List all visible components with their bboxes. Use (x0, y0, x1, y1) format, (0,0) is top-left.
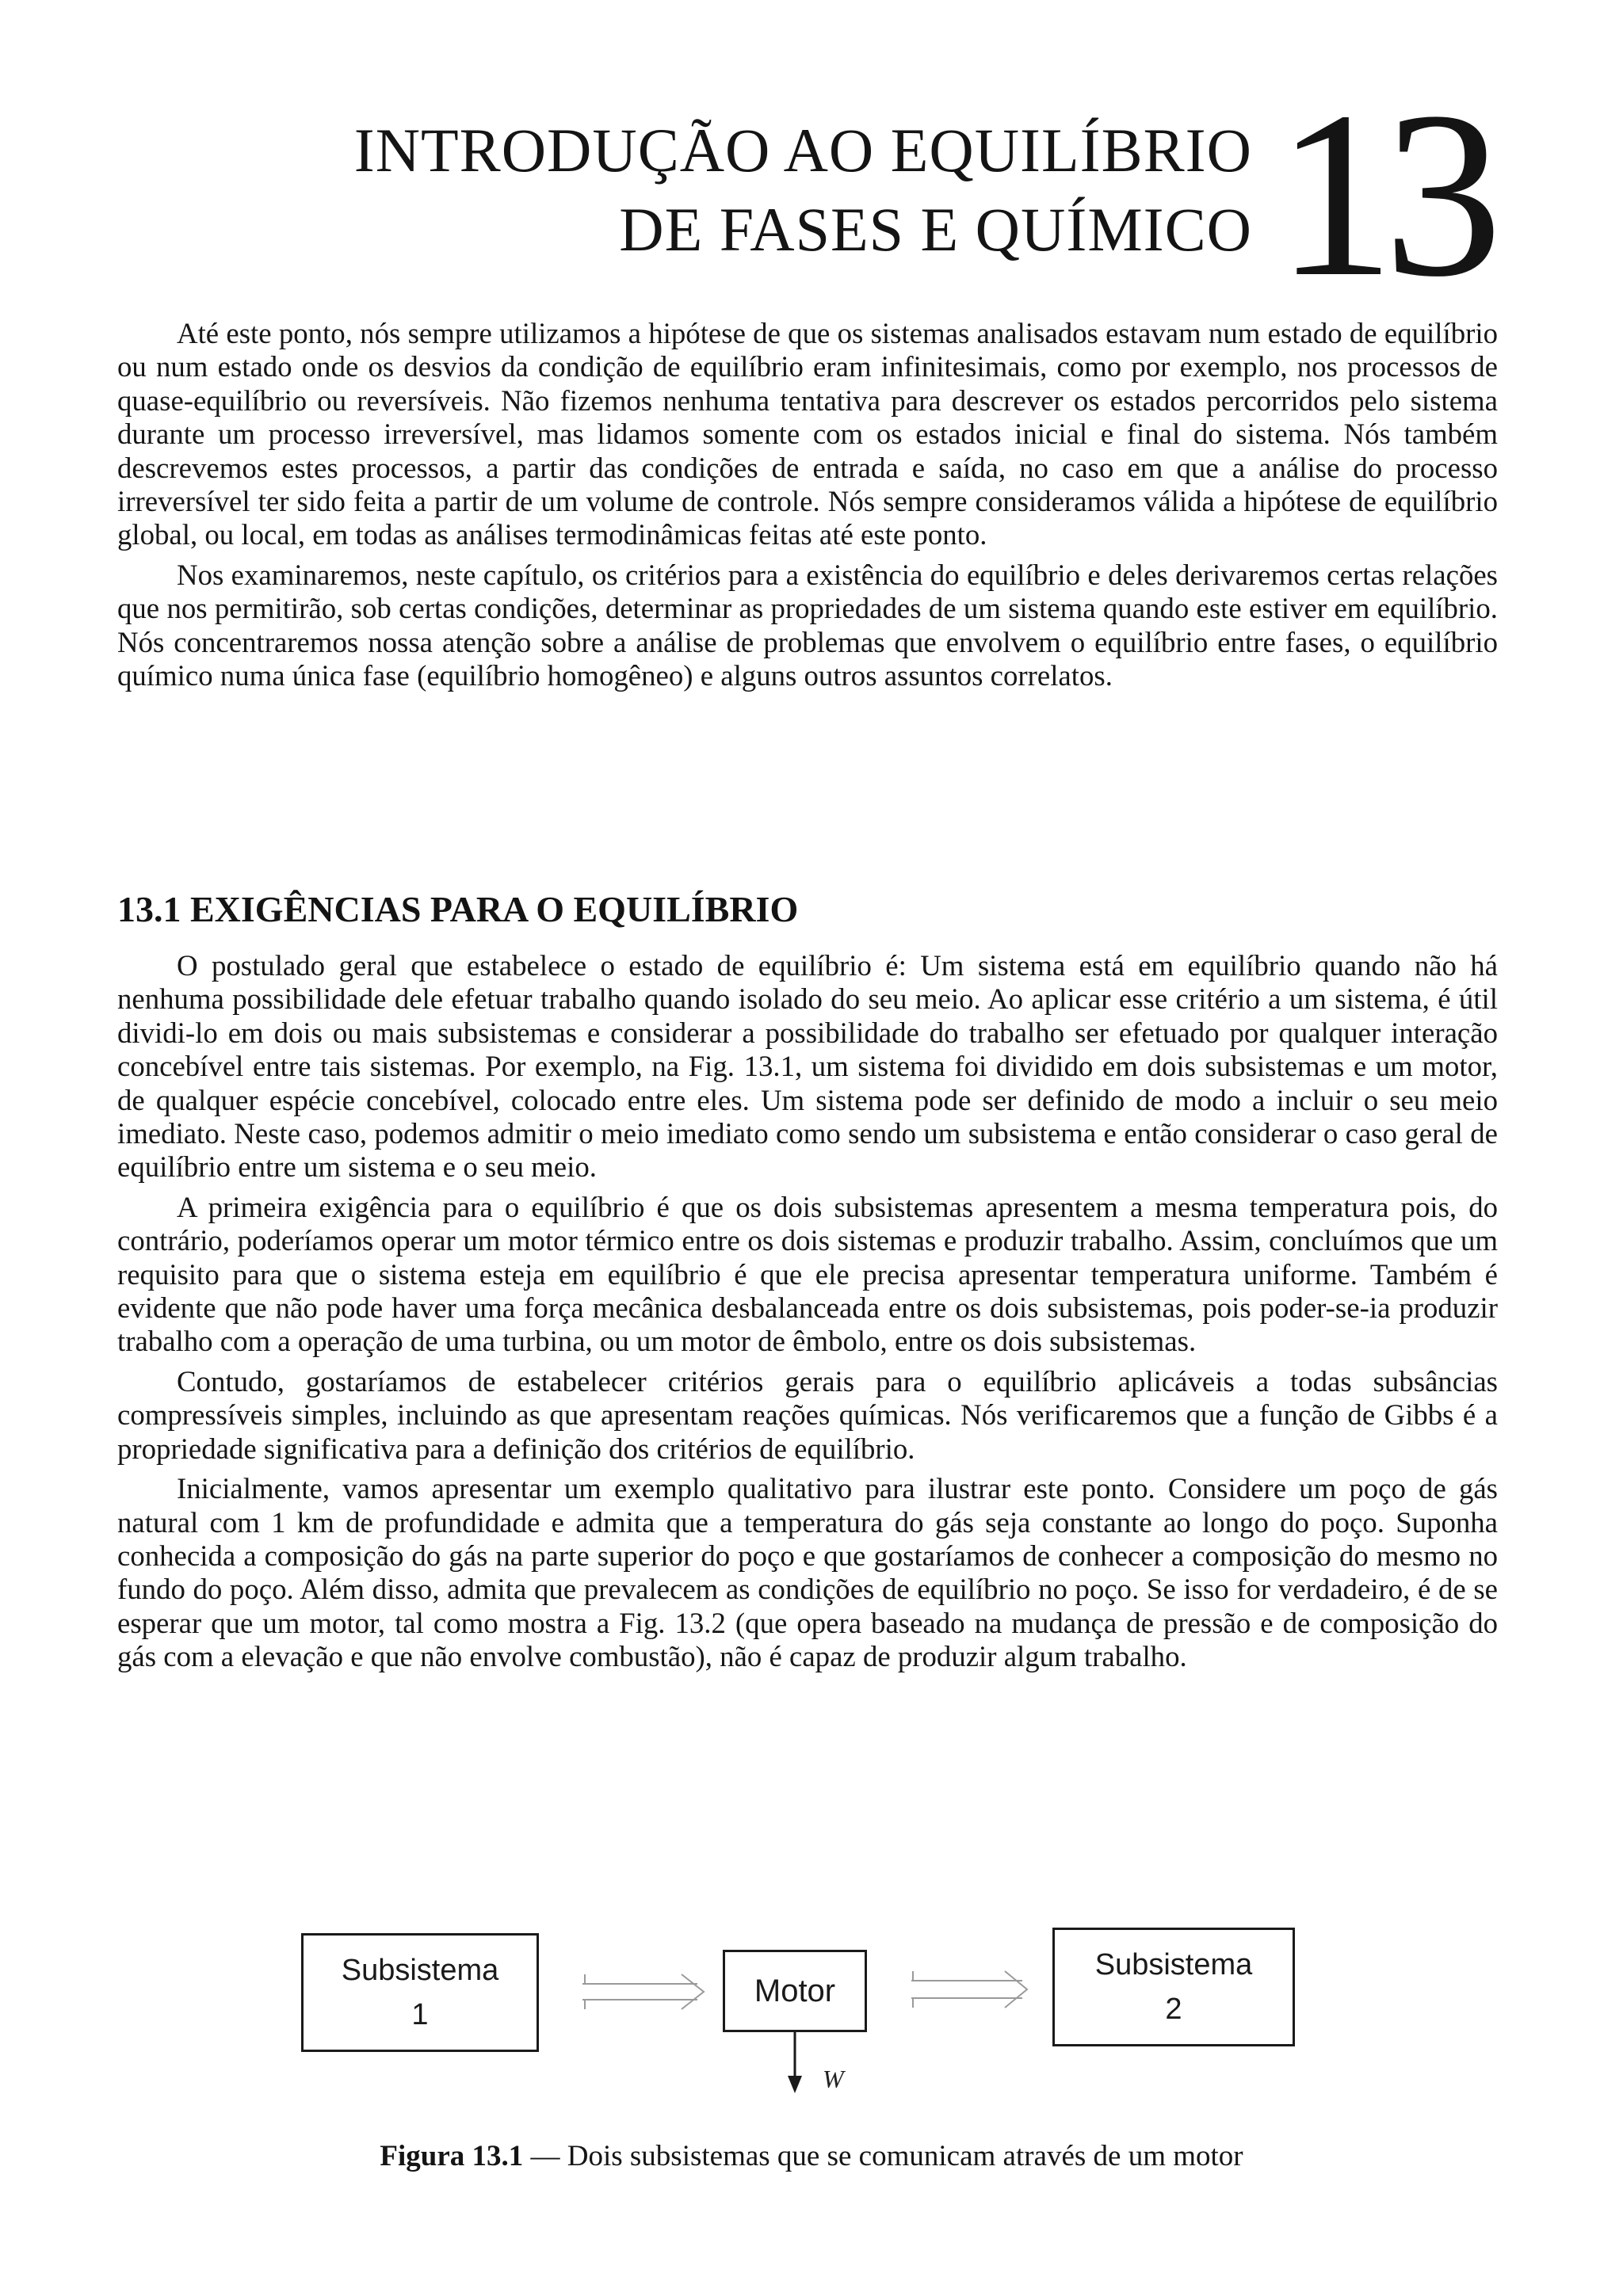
section-text (117, 949, 1498, 1680)
figure-caption-label: Figura 13.1 (380, 2140, 524, 2172)
work-arrow-head (788, 2076, 802, 2093)
motor-box (723, 1950, 867, 2032)
subsystem-1-number: 1 (411, 1998, 429, 2031)
subsystem-2-number: 2 (1165, 1993, 1182, 2026)
section-heading: 13.1 EXIGÊNCIAS PARA O EQUILÍBRIO (117, 889, 799, 929)
chapter-title-line-1: INTRODUÇÃO AO EQUILÍBRIO (353, 116, 1252, 185)
intro-paragraph-1: Até este ponto, nós sempre utilizamos a hipótese de que os sistemas analisados estavam num estado de equilíbrio ou num estado onde os desvios da condição de equilíbrio eram infinitesimais, como por exemplo, nos processos de quase-equilíbrio ou reversíveis. Não fizemos nenhuma tentativa para descrever os estados percorridos pelo sistema durante um processo irreversível, mas lidamos somente com os estados inicial e final do sistema. Nós também descrevemos estes processos, a partir das condições de entrada e saída, no caso em que a análise do processo irreversível ter sido feita a partir de um volume de controle. Nós sempre consideramos válida a hipótese de equilíbrio global, ou local, em todas as análises termodinâmicas feitas até este ponto. (117, 317, 1498, 551)
section-paragraph-4: Inicialmente, vamos apresentar um exemplo qualitativo para ilustrar este ponto. Considere um poço de gás natural com 1 km de profundidade e admita que a temperatura do gás seja constante ao longo do poço. Suponha conhecida a composição do gás na parte superior do poço e que gostaríamos de conhecer a composição do mesmo no fundo do poço. Além disso, admita que prevalecem as condições de equilíbrio no poço. Se isso for verdadeiro, é de se esperar que um motor, tal como mostra a Fig. 13.2 (que opera baseado na mudança de pressão e de composição do gás com a elevação e que não envolve combustão), não é capaz de produzir algum trabalho. (117, 1472, 1498, 1673)
subsystem-2-box (1052, 1928, 1295, 2046)
arrow-right-head (1005, 1971, 1027, 2008)
intro-text (117, 317, 1498, 699)
subsystem-1-label: Subsistema (341, 1954, 499, 1987)
arrow-left-head (682, 1974, 704, 2009)
motor-label: Motor (754, 1974, 836, 2008)
figure-caption (0, 2139, 1623, 2173)
subsystem-2-label: Subsistema (1094, 1948, 1253, 1981)
intro-paragraph-2: Nos examinaremos, neste capítulo, os critérios para a existência do equilíbrio e deles derivaremos certas relações que nos permitirão, sob certas condições, determinar as propriedades de um sistema quando este estiver em equilíbrio. Nós concentraremos nossa atenção sobre a análise de problemas que envolvem o equilíbrio entre fases, o equilíbrio químico numa única fase (equilíbrio homogêneo) e alguns outros assuntos correlatos. (117, 558, 1498, 692)
chapter-title (119, 111, 1252, 269)
work-label: W (823, 2065, 844, 2093)
chapter-number: 13 (1276, 63, 1491, 326)
figure-13-1 (0, 1917, 1623, 2234)
section-paragraph-2: A primeira exigência para o equilíbrio é que os dois subsistemas apresentem a mesma temperatura pois, do contrário, poderíamos operar um motor térmico entre os dois sistemas e produzir trabalho. Assim, concluímos que um requisito para que o sistema esteja em equilíbrio é que ele precisa apresentar temperatura uniforme. Também é evidente que não pode haver uma força mecânica desbalanceada entre os dois subsistemas, pois poder-se-ia produzir trabalho com a operação de uma turbina, ou um motor de êmbolo, entre os dois subsistemas. (117, 1190, 1498, 1358)
section-paragraph-1: O postulado geral que estabelece o estado de equilíbrio é: Um sistema está em equilíbrio quando não há nenhuma possibilidade dele efetuar trabalho quando isolado do seu meio. Ao aplicar esse critério a um sistema, é útil dividi-lo em dois ou mais subsistemas e considerar a possibilidade do trabalho ser efetuado por qualquer interação concebível entre tais sistemas. Por exemplo, na Fig. 13.1, um sistema foi dividido em dois subsistemas e um motor, de qualquer espécie concebível, colocado entre eles. Um sistema pode ser definido de modo a incluir o seu meio imediato. Neste caso, podemos admitir o meio imediato como sendo um subsistema e então considerar o caso geral de equilíbrio entre um sistema e o seu meio. (117, 949, 1498, 1184)
subsystem-1-box (301, 1933, 539, 2052)
figure-caption-text: — Dois subsistemas que se comunicam através de um motor (523, 2140, 1243, 2172)
section-paragraph-3: Contudo, gostaríamos de estabelecer critérios gerais para o equilíbrio aplicáveis a todas subsâncias compressíveis simples, incluindo as que apresentam reações químicas. Nós verificaremos que a função de Gibbs é a propriedade significativa para a definição dos critérios de equilíbrio. (117, 1364, 1498, 1465)
chapter-title-line-2: DE FASES E QUÍMICO (619, 195, 1252, 264)
